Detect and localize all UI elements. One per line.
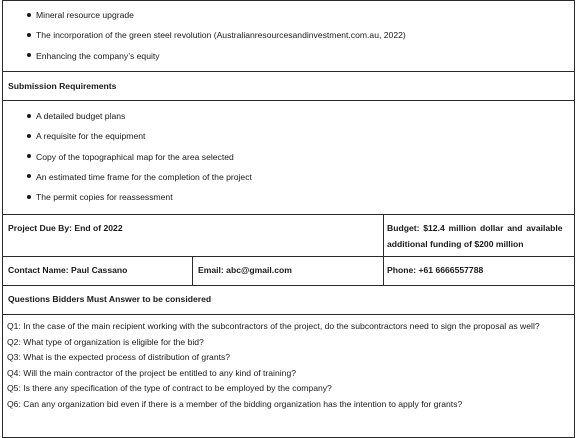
bullet-icon bbox=[27, 53, 31, 57]
list-item bbox=[27, 170, 252, 190]
goal-label: Mineral resource upgrade bbox=[36, 10, 134, 20]
bullet-icon bbox=[27, 154, 31, 158]
list-item bbox=[27, 49, 406, 69]
submission-heading: Submission Requirements bbox=[8, 81, 117, 91]
question-item: Q1: In the case of the main recipient working with the subcontractors of the project, do the subcontractors need to sign the proposal as well? bbox=[7, 321, 540, 331]
budget-line-1: Budget: $12.4 million dollar and available bbox=[387, 223, 563, 233]
project-due-cell bbox=[2, 214, 384, 257]
project-due: Project Due By: End of 2022 bbox=[8, 223, 123, 233]
list-item bbox=[27, 129, 252, 149]
requirement-label: A requisite for the equipment bbox=[36, 131, 146, 142]
bullet-icon bbox=[27, 114, 31, 118]
list-item bbox=[27, 150, 252, 170]
requirement-label: A detailed budget plans bbox=[36, 111, 126, 121]
submission-heading-cell bbox=[2, 71, 575, 101]
goal-label: The incorporation of the green steel revolution (Australianresourcesandinvestment.com.au, 2022) bbox=[36, 30, 406, 41]
goals-cell bbox=[2, 0, 575, 72]
contact-name-cell bbox=[2, 256, 193, 286]
bullet-icon bbox=[27, 195, 31, 199]
list-item bbox=[27, 109, 252, 129]
submission-list bbox=[27, 109, 252, 210]
contact-phone-cell bbox=[383, 256, 575, 286]
goal-label: Enhancing the company’s equity bbox=[36, 50, 160, 61]
requirement-label: Copy of the topographical map for the area selected bbox=[36, 151, 234, 162]
goals-list bbox=[27, 8, 406, 69]
questions-list bbox=[7, 319, 571, 413]
question-item: Q4: Will the main contractor of the project be entitled to any kind of training? bbox=[7, 367, 296, 378]
question-item: Q3: What is the expected process of distribution of grants? bbox=[7, 352, 231, 363]
list-item bbox=[27, 28, 406, 48]
contact-email-cell bbox=[192, 256, 384, 286]
requirement-label: The permit copies for reassessment bbox=[36, 192, 173, 203]
question-item: Q5: Is there any specification of the type of contract to be employed by the company? bbox=[7, 383, 332, 394]
budget-line-2: additional funding of $200 million bbox=[387, 239, 524, 249]
bullet-icon bbox=[27, 13, 31, 17]
questions-heading: Questions Bidders Must Answer to be considered bbox=[8, 294, 212, 304]
list-item bbox=[27, 190, 252, 210]
budget-cell bbox=[383, 214, 575, 257]
question-item: Q6: Can any organization bid even if there is a member of the bidding organization has the intention to apply for grants? bbox=[7, 398, 463, 409]
contact-phone: Phone: +61 6666557788 bbox=[387, 265, 484, 275]
contact-name: Contact Name: Paul Cassano bbox=[8, 265, 128, 275]
question-item: Q2: What type of organization is eligible for the bid? bbox=[7, 336, 204, 347]
requirement-label: An estimated time frame for the completion of the project bbox=[36, 171, 252, 182]
bullet-icon bbox=[27, 33, 31, 37]
contact-email: Email: abc@gmail.com bbox=[198, 265, 292, 275]
bullet-icon bbox=[27, 134, 31, 138]
bullet-icon bbox=[27, 174, 31, 178]
submission-list-cell bbox=[2, 100, 575, 215]
questions-heading-cell bbox=[2, 285, 575, 315]
list-item bbox=[27, 8, 406, 28]
